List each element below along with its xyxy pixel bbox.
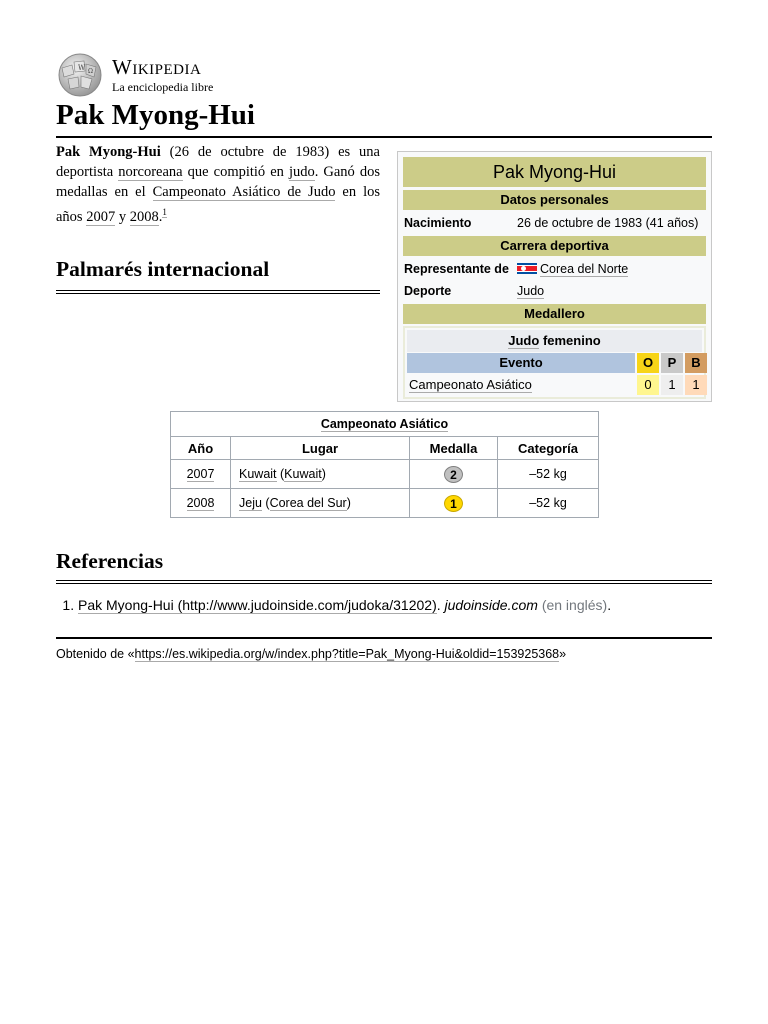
medal-table-heading [407,330,702,352]
link-country[interactable]: Kuwait [284,467,322,481]
link-campeonato-asiatico[interactable]: Campeonato Asiático de Judo [152,184,336,200]
birth-value: 26 de octubre de 1983 (41 años) [517,216,699,230]
reference-marker[interactable]: 1 [162,207,167,217]
footer-divider [56,637,712,639]
link-campeonato-asiatico-medallero[interactable]: Campeonato Asiático [409,377,532,392]
infobox-row-representante [403,258,706,280]
deporte-value [517,280,706,302]
col-bronce: B [685,353,707,373]
medal-cell [410,460,498,489]
deporte-label: Deporte [404,284,452,298]
silver-count: 1 [661,375,683,395]
references-list [56,595,712,615]
header-categoria: Categoría [498,437,599,460]
results-caption [171,412,599,437]
link-results-caption[interactable]: Campeonato Asiático [320,417,449,431]
table-row [171,460,599,489]
link-year[interactable]: 2008 [186,496,215,510]
footer-suffix: » [559,647,567,661]
infobox-section-personal: Datos personales [403,190,706,210]
representante-label: Representante de [404,262,509,276]
link-2008[interactable]: 2008 [129,208,159,225]
gold-count: 0 [637,375,659,395]
svg-text:W: W [78,64,86,72]
category-cell: –52 kg [498,489,599,518]
col-oro: O [637,353,659,373]
reference-link[interactable]: Pak Myong-Hui (http://www.judoinside.com/judoka/31202) [78,597,437,613]
link-2007[interactable]: 2007 [86,208,116,225]
section-heading-referencias: Referencias [56,548,712,584]
footer-permalink[interactable]: https://es.wikipedia.org/w/index.php?title=Pak_Myong-Hui&oldid=153925368 [134,647,560,661]
results-table [170,411,599,518]
north-korea-flag-icon [517,263,537,274]
header-medalla: Medalla [410,437,498,460]
subject-name: Pak Myong-Hui [56,144,161,160]
svg-text:Ω: Ω [88,68,93,75]
infobox-row-birth [403,212,706,234]
header-ano: Año [171,437,231,460]
birth-label: Nacimiento [404,216,472,230]
intro-text-4: en los años [56,184,381,225]
intro-text-5: y [115,208,130,225]
wikipedia-globe-icon [56,52,104,98]
infobox [397,151,712,402]
intro-text-3: . Ganó dos medallas en el [56,164,380,200]
col-plata: P [661,353,683,373]
intro-paragraph [56,142,380,227]
gold-medal-icon: 1 [444,495,463,512]
wikipedia-logo[interactable] [56,52,213,98]
link-judo[interactable]: judo [288,164,315,180]
table-row [171,489,599,518]
link-country[interactable]: Corea del Sur [269,496,347,510]
col-evento: Evento [407,353,635,373]
representante-value [517,258,706,280]
link-judo-medallero[interactable]: Judo [508,333,540,348]
link-year[interactable]: 2007 [186,467,215,481]
medal-cell [410,489,498,518]
year-cell [171,489,231,518]
infobox-section-medallero: Medallero [403,304,706,324]
wordmark-title: Wikipedia [112,55,202,79]
medal-table [403,326,706,399]
reference-item: 1. Pak Myong-Hui (http://www.judoinside.com/judoka/31202). judoinside.com (en inglés). [78,595,712,615]
link-corea-del-norte[interactable]: Corea del Norte [540,262,629,276]
link-city[interactable]: Kuwait [239,467,277,481]
year-cell [171,460,231,489]
footer-source [56,647,712,661]
footer-prefix: Obtenido de « [56,647,135,661]
infobox-section-carrera: Carrera deportiva [403,236,706,256]
event-cell [407,375,635,395]
intro-text-6: . [158,208,163,225]
section-heading-palmares: Palmarés internacional [56,256,380,294]
link-city[interactable]: Jeju [239,496,262,510]
intro-text-1: (26 de octubre de 1983) es una deportista [56,144,380,180]
link-norcoreana[interactable]: norcoreana [118,164,183,180]
place-cell: Jeju (Corea del Sur) [231,489,410,518]
intro-text-2: que compitió en [182,164,289,180]
category-cell: –52 kg [498,460,599,489]
medal-heading-rest: femenino [539,333,601,348]
reference-language: (en inglés) [541,597,608,613]
infobox-title: Pak Myong-Hui [403,157,706,187]
place-cell: Kuwait (Kuwait) [231,460,410,489]
silver-medal-icon: 2 [444,466,463,483]
page-title: Pak Myong-Hui [56,98,712,138]
infobox-row-deporte [403,280,706,302]
header-lugar: Lugar [231,437,410,460]
bronze-count: 1 [685,375,707,395]
reference-site: judoinside.com [444,597,538,613]
wordmark-subtitle: La enciclopedia libre [112,80,214,94]
link-judo-infobox[interactable]: Judo [517,284,545,298]
